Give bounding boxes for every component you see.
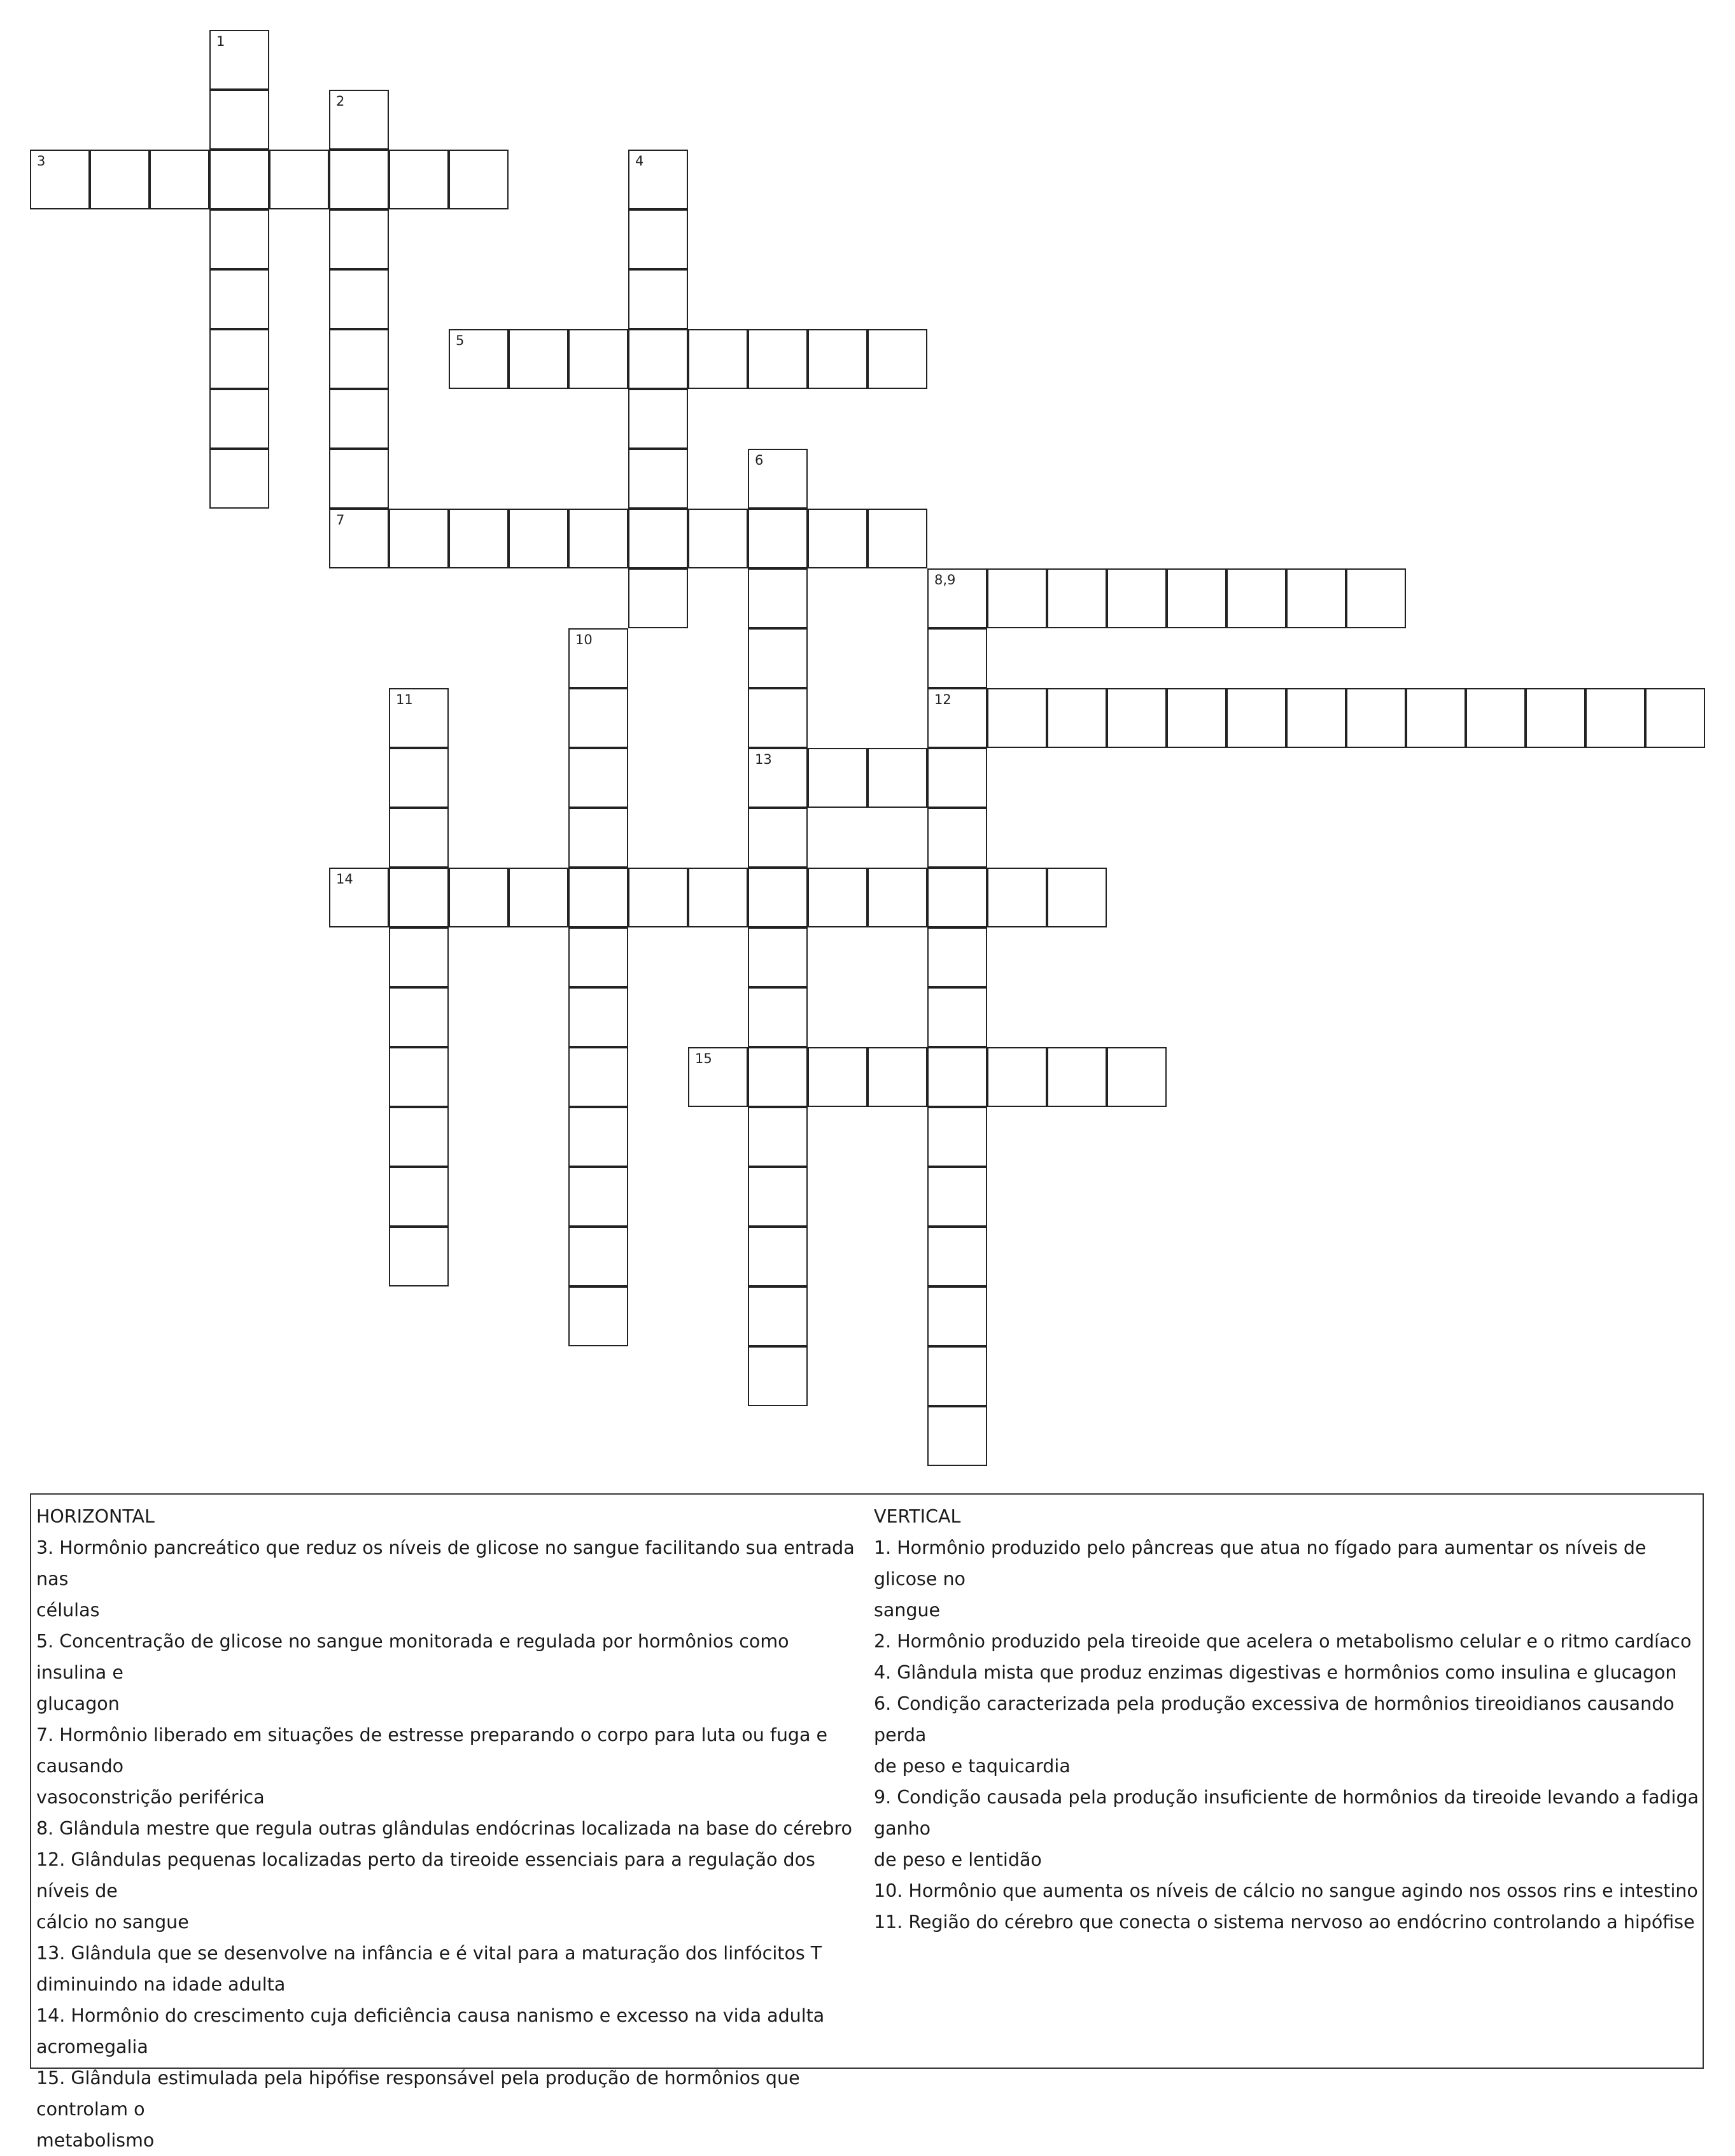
clue-number: 8,9 <box>934 572 956 588</box>
clue-line: glucagon <box>36 1693 120 1714</box>
crossword-cell[interactable] <box>868 509 927 568</box>
crossword-cell[interactable] <box>389 808 449 868</box>
crossword-cell[interactable] <box>209 329 269 389</box>
crossword-cell[interactable] <box>568 748 628 808</box>
crossword-cell[interactable] <box>748 748 808 808</box>
crossword-cell[interactable] <box>1047 568 1107 628</box>
clue-number: 11 <box>396 692 413 707</box>
crossword-cell[interactable] <box>748 628 808 688</box>
clue-line: 6. Condição caracterizada pela produção excessiva de hormônios tireoidianos causando perda <box>874 1693 1675 1745</box>
crossword-cell[interactable] <box>389 1107 449 1167</box>
crossword-cell[interactable] <box>808 509 868 568</box>
crossword-cell[interactable] <box>509 509 568 568</box>
crossword-cell[interactable] <box>1346 568 1406 628</box>
crossword-cell[interactable] <box>1047 868 1107 927</box>
crossword-cell[interactable] <box>568 1227 628 1286</box>
clue-number: 4 <box>635 153 644 169</box>
crossword-cell[interactable] <box>688 509 748 568</box>
clue-number: 1 <box>216 34 225 49</box>
crossword-cell[interactable] <box>568 1107 628 1167</box>
crossword-cell[interactable] <box>927 987 987 1047</box>
crossword-cell[interactable] <box>628 329 688 389</box>
clue-number: 3 <box>37 153 46 169</box>
clue-line: células <box>36 1600 100 1621</box>
crossword-cell[interactable] <box>389 1227 449 1286</box>
crossword-cell[interactable] <box>628 269 688 329</box>
vertical-clues <box>874 1501 1699 1938</box>
crossword-cell[interactable] <box>927 628 987 688</box>
crossword-cell[interactable] <box>628 568 688 628</box>
crossword-cell[interactable] <box>927 927 987 987</box>
crossword-cell[interactable] <box>209 389 269 449</box>
crossword-cell[interactable] <box>568 868 628 927</box>
crossword-cell[interactable] <box>1047 688 1107 748</box>
clue-line: de peso e lentidão <box>874 1849 1042 1870</box>
horizontal-clues <box>36 1501 857 2156</box>
crossword-cell[interactable] <box>1167 568 1226 628</box>
crossword-cell[interactable] <box>568 1047 628 1107</box>
crossword-cell[interactable] <box>927 748 987 808</box>
crossword-cell[interactable] <box>568 1286 628 1346</box>
crossword-cell[interactable] <box>449 509 509 568</box>
crossword-cell[interactable] <box>927 1227 987 1286</box>
crossword-cell[interactable] <box>748 808 808 868</box>
crossword-cell[interactable] <box>748 688 808 748</box>
crossword-cell[interactable] <box>329 150 389 209</box>
crossword-cell[interactable] <box>868 329 927 389</box>
crossword-cell[interactable] <box>808 1047 868 1107</box>
crossword-cell[interactable] <box>927 1167 987 1227</box>
crossword-cell[interactable] <box>748 1047 808 1107</box>
crossword-cell[interactable] <box>688 329 748 389</box>
crossword-cell[interactable] <box>1107 1047 1167 1107</box>
clue-number: 12 <box>934 692 952 707</box>
crossword-cell[interactable] <box>1286 688 1346 748</box>
clue-line: 11. Região do cérebro que conecta o sistema nervoso ao endócrino controlando a hipófise <box>874 1912 1695 1933</box>
crossword-cell[interactable] <box>1167 688 1226 748</box>
crossword-cell[interactable] <box>90 150 150 209</box>
clue-line: vasoconstrição periférica <box>36 1787 265 1808</box>
clue-line: 15. Glândula estimulada pela hipófise responsável pela produção de hormônios que controlam o <box>36 2068 800 2120</box>
crossword-cell[interactable] <box>389 987 449 1047</box>
crossword-cell[interactable] <box>209 90 269 150</box>
crossword-cell[interactable] <box>748 927 808 987</box>
crossword-cell[interactable] <box>688 868 748 927</box>
crossword-cell[interactable] <box>927 808 987 868</box>
clue-number: 13 <box>755 752 772 767</box>
crossword-cell[interactable] <box>449 150 509 209</box>
crossword-cell[interactable] <box>449 329 509 389</box>
crossword-cell[interactable] <box>808 329 868 389</box>
crossword-cell[interactable] <box>927 868 987 927</box>
crossword-cell[interactable] <box>568 688 628 748</box>
crossword-cell[interactable] <box>329 269 389 329</box>
crossword-cell[interactable] <box>748 568 808 628</box>
clue-line: 8. Glândula mestre que regula outras glândulas endócrinas localizada na base do cérebro <box>36 1818 852 1839</box>
crossword-cell[interactable] <box>30 150 90 209</box>
crossword-cell[interactable] <box>748 329 808 389</box>
crossword-cell[interactable] <box>568 509 628 568</box>
crossword-cell[interactable] <box>389 150 449 209</box>
clue-line: diminuindo na idade adulta <box>36 1974 286 1995</box>
crossword-cell[interactable] <box>329 389 389 449</box>
crossword-cell[interactable] <box>568 808 628 868</box>
clue-line: sangue <box>874 1600 941 1621</box>
crossword-cell[interactable] <box>389 748 449 808</box>
crossword-cell[interactable] <box>568 628 628 688</box>
crossword-cell[interactable] <box>389 1047 449 1107</box>
clue-line: 9. Condição causada pela produção insuficiente de hormônios da tireoide levando a fadiga ganho <box>874 1787 1699 1839</box>
crossword-cell[interactable] <box>927 568 987 628</box>
crossword-cell[interactable] <box>927 1107 987 1167</box>
crossword-cell[interactable] <box>927 1286 987 1346</box>
clue-line: 12. Glândulas pequenas localizadas perto da tireoide essenciais para a regulação dos níveis de <box>36 1849 815 1901</box>
clue-line: 10. Hormônio que aumenta os níveis de cálcio no sangue agindo nos ossos rins e intestino <box>874 1880 1698 1901</box>
crossword-cell[interactable] <box>1226 688 1286 748</box>
crossword-cell[interactable] <box>808 868 868 927</box>
crossword-cell[interactable] <box>209 269 269 329</box>
crossword-cell[interactable] <box>987 868 1047 927</box>
crossword-cell[interactable] <box>748 1286 808 1346</box>
crossword-cell[interactable] <box>628 150 688 209</box>
crossword-cell[interactable] <box>568 987 628 1047</box>
clue-number: 5 <box>456 333 465 348</box>
crossword-cell[interactable] <box>329 449 389 509</box>
crossword-cell[interactable] <box>329 209 389 269</box>
crossword-cell[interactable] <box>389 1167 449 1227</box>
crossword-cell[interactable] <box>329 90 389 150</box>
crossword-cell[interactable] <box>1346 688 1406 748</box>
crossword-cell[interactable] <box>1286 568 1346 628</box>
crossword-cell[interactable] <box>389 927 449 987</box>
crossword-cell[interactable] <box>1406 688 1466 748</box>
crossword-cell[interactable] <box>628 209 688 269</box>
crossword-cell[interactable] <box>150 150 209 209</box>
crossword-cell[interactable] <box>389 868 449 927</box>
crossword-cell[interactable] <box>209 209 269 269</box>
crossword-cell[interactable] <box>748 1227 808 1286</box>
crossword-cell[interactable] <box>987 1047 1047 1107</box>
clue-line: 3. Hormônio pancreático que reduz os níveis de glicose no sangue facilitando sua entrada nas <box>36 1537 855 1589</box>
crossword-cell[interactable] <box>209 150 269 209</box>
crossword-cell[interactable] <box>509 329 568 389</box>
crossword-cell[interactable] <box>389 509 449 568</box>
clue-line: de peso e taquicardia <box>874 1756 1071 1777</box>
crossword-cell[interactable] <box>748 1346 808 1406</box>
crossword-cell[interactable] <box>568 927 628 987</box>
clue-line: 5. Concentração de glicose no sangue monitorada e regulada por hormônios como insulina e <box>36 1631 789 1683</box>
crossword-cell[interactable] <box>1107 568 1167 628</box>
crossword-cell[interactable] <box>329 509 389 568</box>
clue-number: 7 <box>336 512 345 528</box>
crossword-cell[interactable] <box>449 868 509 927</box>
crossword-cell[interactable] <box>748 987 808 1047</box>
crossword-cell[interactable] <box>1466 688 1526 748</box>
clue-line: cálcio no sangue <box>36 1912 189 1933</box>
clue-line: acromegalia <box>36 2036 148 2057</box>
crossword-cell[interactable] <box>1526 688 1585 748</box>
horizontal-title: HORIZONTAL <box>36 1506 155 1527</box>
crossword-cell[interactable] <box>688 1047 748 1107</box>
clue-line: metabolismo <box>36 2130 155 2151</box>
crossword-cell[interactable] <box>748 868 808 927</box>
crossword-cell[interactable] <box>389 688 449 748</box>
vertical-title: VERTICAL <box>874 1506 961 1527</box>
crossword-cell[interactable] <box>329 868 389 927</box>
clue-number: 14 <box>336 871 353 887</box>
crossword-cell[interactable] <box>927 1047 987 1107</box>
crossword-cell[interactable] <box>927 1346 987 1406</box>
crossword-cell[interactable] <box>509 868 568 927</box>
crossword-cell[interactable] <box>748 1107 808 1167</box>
clue-line: 1. Hormônio produzido pelo pâncreas que atua no fígado para aumentar os níveis de glicose no <box>874 1537 1647 1589</box>
crossword-cell[interactable] <box>568 1167 628 1227</box>
crossword-cell[interactable] <box>329 329 389 389</box>
crossword-cell[interactable] <box>1585 688 1645 748</box>
clue-line: 7. Hormônio liberado em situações de estresse preparando o corpo para luta ou fuga e causando <box>36 1724 828 1777</box>
crossword-cell[interactable] <box>1226 568 1286 628</box>
clue-line: 4. Glândula mista que produz enzimas digestivas e hormônios como insulina e glucagon <box>874 1662 1677 1683</box>
crossword-cell[interactable] <box>748 509 808 568</box>
crossword-cell[interactable] <box>628 449 688 509</box>
crossword-cell[interactable] <box>209 449 269 509</box>
clue-number: 15 <box>695 1051 712 1066</box>
crossword-cell[interactable] <box>628 868 688 927</box>
crossword-cell[interactable] <box>987 568 1047 628</box>
crossword-cell[interactable] <box>1645 688 1705 748</box>
crossword-cell[interactable] <box>868 1047 927 1107</box>
clue-number: 2 <box>336 94 345 109</box>
clue-line: 14. Hormônio do crescimento cuja deficiência causa nanismo e excesso na vida adulta <box>36 2005 825 2026</box>
clues-box <box>30 1493 1704 2151</box>
clue-line: 13. Glândula que se desenvolve na infância e é vital para a maturação dos linfócitos T <box>36 1943 822 1964</box>
crossword-cell[interactable] <box>628 389 688 449</box>
crossword-cell[interactable] <box>269 150 329 209</box>
crossword-cell[interactable] <box>628 509 688 568</box>
crossword-cell[interactable] <box>209 30 269 90</box>
crossword-cell[interactable] <box>1107 688 1167 748</box>
crossword-cell[interactable] <box>1047 1047 1107 1107</box>
crossword-cell[interactable] <box>927 688 987 748</box>
crossword-cell[interactable] <box>868 868 927 927</box>
crossword-cell[interactable] <box>927 1406 987 1466</box>
crossword-cell[interactable] <box>808 748 868 808</box>
crossword-cell[interactable] <box>987 688 1047 748</box>
crossword-cell[interactable] <box>868 748 927 808</box>
crossword-cell[interactable] <box>748 449 808 509</box>
clue-line: 2. Hormônio produzido pela tireoide que acelera o metabolismo celular e o ritmo cardíaco <box>874 1631 1692 1652</box>
clue-number: 10 <box>575 632 593 647</box>
crossword-cell[interactable] <box>568 329 628 389</box>
clue-number: 6 <box>755 453 764 468</box>
crossword-cell[interactable] <box>748 1167 808 1227</box>
